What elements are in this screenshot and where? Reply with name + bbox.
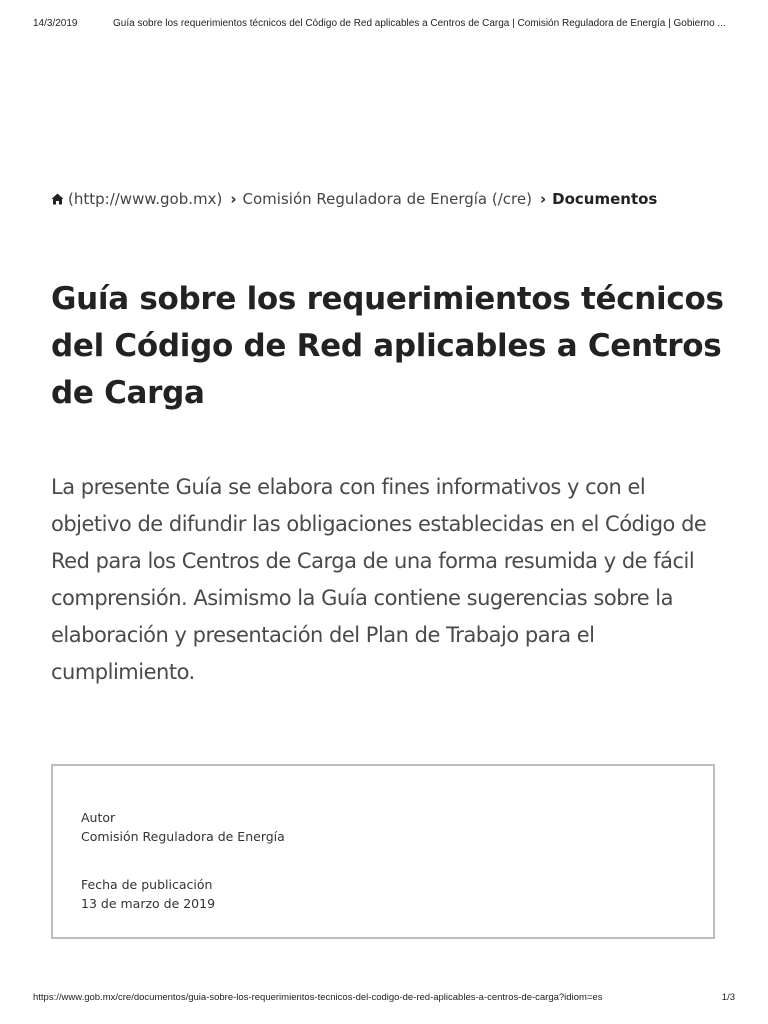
- chevron-right-icon: ›: [230, 190, 237, 208]
- print-header: [33, 18, 748, 29]
- chevron-right-icon: ›: [539, 190, 547, 208]
- publication-date-value: 13 de marzo de 2019: [81, 896, 216, 911]
- publication-date-label: Fecha de publicación: [81, 877, 213, 892]
- breadcrumb-agency-link[interactable]: Comisión Reguladora de Energía (/cre): [242, 190, 532, 208]
- author-value: Comisión Reguladora de Energía: [81, 829, 285, 844]
- print-document-title: Guía sobre los requerimientos técnicos del Código de Red aplicables a Centros de Carga | Comisión Reguladora de Energía | Gobierno ...: [113, 18, 726, 29]
- author-info: [81, 808, 285, 846]
- breadcrumb: [51, 190, 657, 208]
- document-info-box: [51, 764, 715, 939]
- publication-date-info: [81, 875, 215, 913]
- breadcrumb-home-link[interactable]: (http://www.gob.mx): [68, 190, 223, 208]
- home-icon[interactable]: [51, 193, 64, 205]
- print-page-number: 1/3: [721, 992, 735, 1003]
- print-date: 14/3/2019: [33, 18, 78, 29]
- print-url: https://www.gob.mx/cre/documentos/guia-sobre-los-requerimientos-tecnicos-del-codigo-de-red-aplicables-a-centros-de-carga?idiom=es: [33, 992, 603, 1003]
- breadcrumb-current: Documentos: [552, 190, 658, 208]
- print-footer: [33, 992, 735, 1003]
- lead-paragraph: La presente Guía se elabora con fines informativos y con el objetivo de difundir las obligaciones establecidas en el Código de Red para los Centros de Carga de una forma resumida y de fácil comprensión. Asimismo la Guía contiene sugerencias sobre la elaboración y presentación del Plan de Trabajo para el cumplimiento.: [51, 475, 707, 684]
- page-title: Guía sobre los requerimientos técnicos del Código de Red aplicables a Centros de Carga: [51, 281, 724, 411]
- author-label: Autor: [81, 810, 116, 825]
